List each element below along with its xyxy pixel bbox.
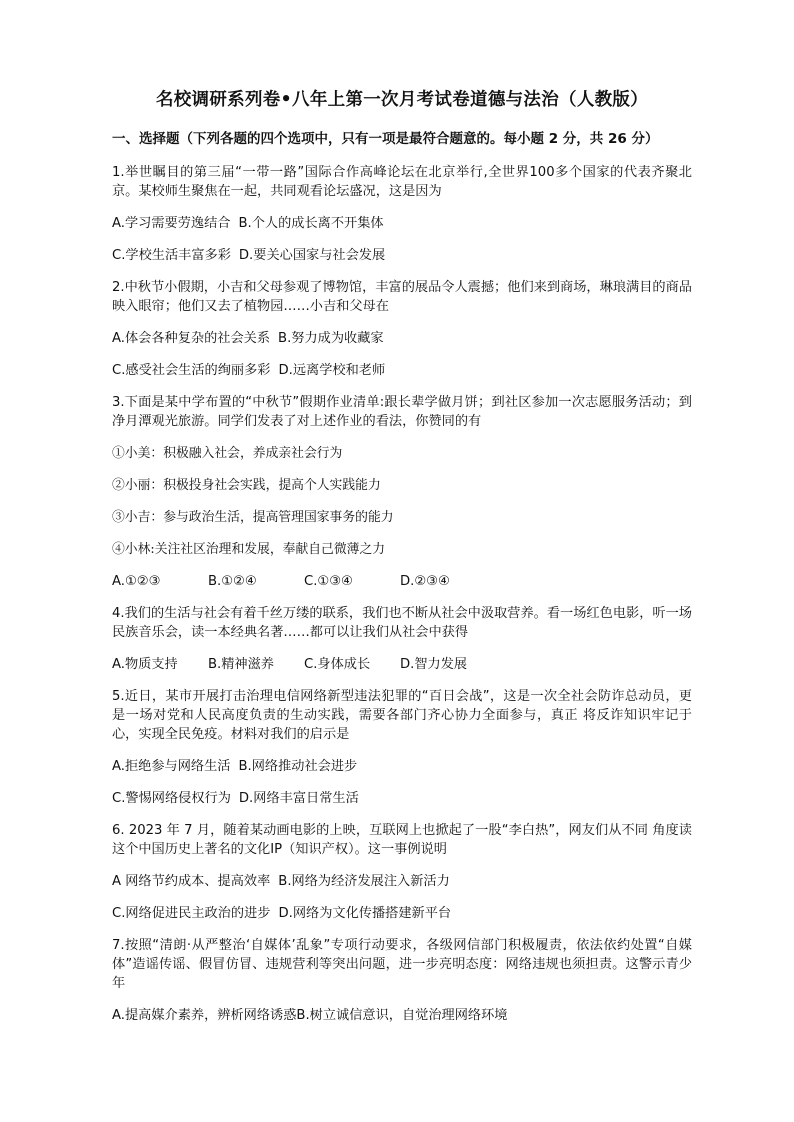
question-3-statement-2: ②小丽：积极投身社会实践，提高个人实践能力 xyxy=(112,478,381,493)
question-3-stem: 3.下面是某中学布置的“中秋节”假期作业清单:跟长辈学做月饼；到社区参加一次志愿服务活动；到净月潭观光旅游。同学们发表了对上述作业的看法，你赞同的有 xyxy=(112,395,692,429)
question-5-stem: 5.近日，某市开展打击治理电信网络新型违法犯罪的“百日会战”，这是一次全社会防诈总动员，更是一场对党和人民高度负责的生动实践，需要各部门齐心协力全面参与，真正 将反诈知识牢记于心，实现全民免疫。材料对我们的启示是 xyxy=(112,689,692,742)
question-4-stem: 4.我们的生活与社会有着千丝万缕的联系，我们也不断从社会中汲取营养。看一场红色电影，听一场民族音乐会，读一本经典名著……都可以让我们从社会中获得 xyxy=(112,606,692,640)
question-4-option-b: B.精神滋养 xyxy=(208,657,274,672)
question-3-option-c: C.①③④ xyxy=(304,574,353,589)
question-2-option-d: D.远离学校和老师 xyxy=(278,363,386,378)
question-7-option-b: B.树立诚信意识，自觉治理网络环境 xyxy=(296,1008,508,1023)
question-5-options-row-2 xyxy=(112,789,692,808)
question-7-stem: 7.按照“清朗·从严整治‘自媒体’乱象”专项行动要求，各级网信部门积极履责，依法依约处置“自媒体”造谣传谣、假冒仿冒、违规营利等突出问题，进一步亮明态度：网络违规也须担责。这警示青少年 xyxy=(112,938,692,991)
question-5-option-d: D.网络丰富日常生活 xyxy=(238,791,359,806)
question-3-statement-3: ③小吉：参与政治生活，提高管理国家事务的能力 xyxy=(112,510,394,525)
question-2-option-c: C.感受社会生活的绚丽多彩 xyxy=(112,363,271,378)
question-6-options-row-2 xyxy=(112,904,692,923)
question-2-options-row-1 xyxy=(112,329,692,348)
question-1-option-d: D.要关心国家与社会发展 xyxy=(238,248,386,263)
question-3-option-a: A.①②③ xyxy=(112,574,161,589)
question-7-option-a: A.提高媒介素养，辨析网络诱惑 xyxy=(112,1008,297,1023)
question-5-options-row-1 xyxy=(112,757,692,776)
exam-page xyxy=(112,86,692,1038)
question-1-option-b: B.个人的成长离不开集体 xyxy=(238,216,384,231)
question-2-stem: 2.中秋节小假期，小吉和父母参观了博物馆，丰富的展品令人震撼；他们来到商场，琳琅满目的商品映入眼帘；他们又去了植物园……小吉和父母在 xyxy=(112,280,692,314)
question-1-options-row-1 xyxy=(112,214,692,233)
question-4-option-d: D.智力发展 xyxy=(400,657,468,672)
page-title: 名校调研系列卷•八年上第一次月考试卷道德与法治（人教版） xyxy=(155,90,649,110)
question-6-option-d: D.网络为文化传播搭建新平台 xyxy=(278,906,452,921)
question-1-stem: 1.举世瞩目的第三届“一带一路”国际合作高峰论坛在北京举行,全世界100多个国家的代表齐聚北京。某校师生聚焦在一起，共同观看论坛盛况，这是因为 xyxy=(112,165,692,199)
question-3-option-b: B.①②④ xyxy=(208,574,257,589)
question-6-stem: 6. 2023 年 7 月，随着某动画电影的上映，互联网上也掀起了一股“李白热”，网友们从不同 角度读这个中国历史上著名的文化IP（知识产权）。这一事例说明 xyxy=(112,823,692,857)
question-2-option-b: B.努力成为收藏家 xyxy=(278,331,384,346)
question-3-option-d: D.②③④ xyxy=(400,574,450,589)
question-5-option-c: C.警惕网络侵权行为 xyxy=(112,791,231,806)
question-4-option-a: A.物质支持 xyxy=(112,657,178,672)
question-2-options-row-2 xyxy=(112,361,692,380)
question-2-option-a: A.体会各种复杂的社会关系 xyxy=(112,331,271,346)
question-1-options-row-2 xyxy=(112,246,692,265)
question-1-option-c: C.学校生活丰富多彩 xyxy=(112,248,231,263)
question-1-option-a: A.学习需要劳逸结合 xyxy=(112,216,231,231)
question-4-options-row xyxy=(112,655,692,674)
question-3-statement-1: ①小美：积极融入社会，养成亲社会行为 xyxy=(112,446,343,461)
question-5-option-a: A.拒绝参与网络生活 xyxy=(112,759,231,774)
question-3-statement-4: ④小林:关注社区治理和发展，奉献自己微薄之力 xyxy=(112,542,386,557)
question-4-option-c: C.身体成长 xyxy=(304,657,371,672)
question-6-option-a: A 网络节约成本、提高效率 xyxy=(112,874,271,889)
section-heading: 一、选择题（下列各题的四个选项中，只有一项是最符合题意的。每小题 2 分，共 26 分） xyxy=(112,131,659,147)
question-6-options-row-1 xyxy=(112,872,692,891)
question-6-option-c: C.网络促进民主政治的进步 xyxy=(112,906,271,921)
question-7-options-row-1 xyxy=(112,1006,692,1025)
question-6-option-b: B.网络为经济发展注入新活力 xyxy=(278,874,450,889)
question-3-options-row xyxy=(112,572,692,591)
question-5-option-b: B.网络推动社会进步 xyxy=(238,759,358,774)
